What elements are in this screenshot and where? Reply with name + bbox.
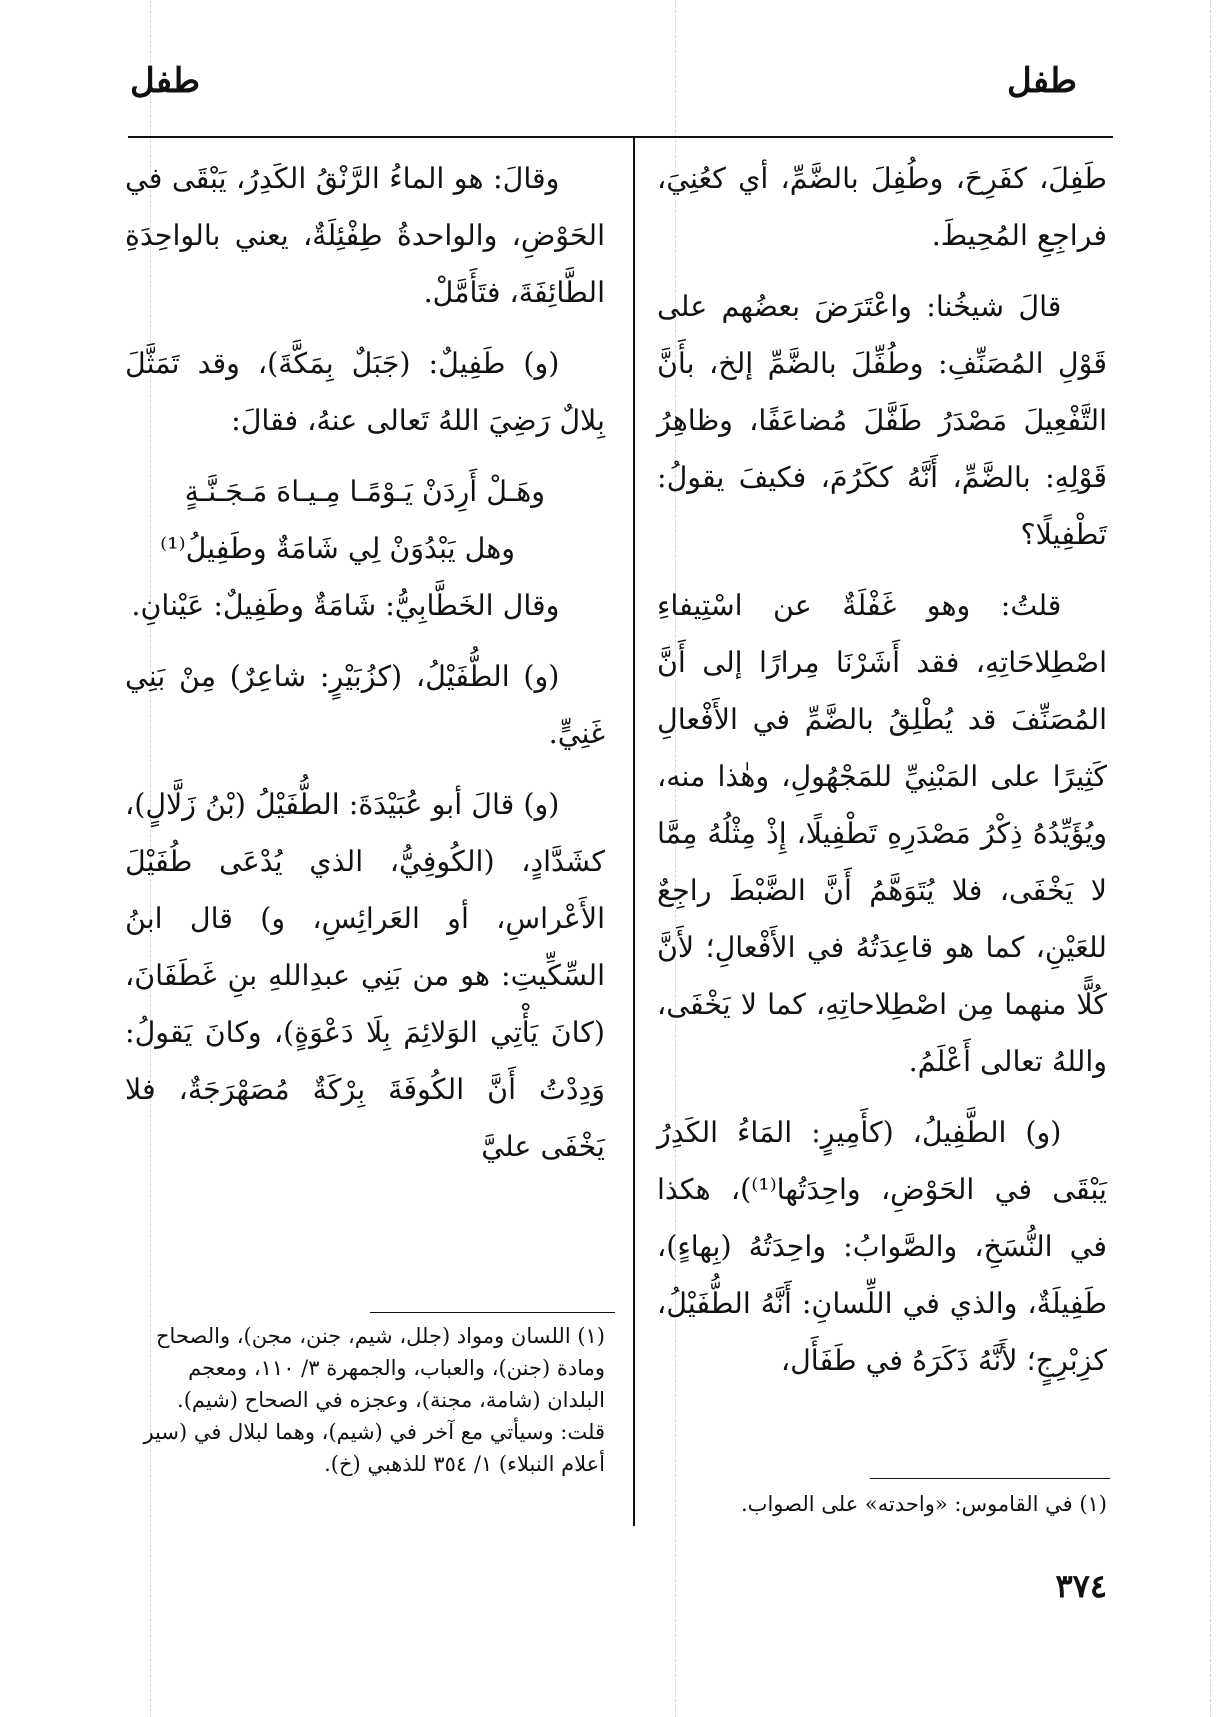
column-divider xyxy=(633,136,635,1526)
scan-guide-line xyxy=(1210,0,1211,1717)
verse-line: وهل يَبْدُوَنْ لِي شَامَةٌ وطَفِيلُ⁽¹⁾ xyxy=(160,532,515,565)
entry-paragraph: وقال الخَطَّابِيُّ: شَامَةٌ وطَفِيلٌ: عَيْنانِ. xyxy=(131,589,560,622)
entry-paragraph: وقالَ: هو الماءُ الرَّنْقُ الكَدِرُ، يَبْقَى في الحَوْضِ، والواحدةُ طِفْئِلَةٌ، يعني بالواحِدَةِ الطَّائِفَةَ، فتَأَمَّلْ. xyxy=(125,162,605,309)
footnote-rule xyxy=(870,1478,1110,1479)
entry-paragraph: (و) الطُّفَيْلُ، (كزُبَيْرٍ: شاعِرٌ) مِنْ بَنِي غَنِيٍّ. xyxy=(125,660,605,750)
entry-paragraph: طَفِلَ، كفَرِحَ، وطُفِلَ بالضَّمِّ، أي كعُنِيَ، فراجِعِ المُحِيطَ. xyxy=(657,162,1107,252)
running-head-left: طفل xyxy=(130,61,201,101)
header-rule xyxy=(128,136,1113,138)
footnote: (١) اللسان ومواد (جلل، شيم، جنن، مجن)، والصحاح ومادة (جنن)، والعباب، والجمهرة ٣/ ١١٠، ومعجم البلدان (شامة، مجنة)، وعجزه في الصحاح (شيم). قلت: وسيأتي مع آخر في (شيم)، وهما لبلال في (سير أعلام النبلاء) ١/ ٣٥٤ للذهبي (خ). xyxy=(143,1324,605,1476)
footnote-rule xyxy=(370,1312,615,1313)
verse-line: وهَـلْ أَرِدَنْ يَـوْمًـا مِـيـاهَ مَـجَـنَّـةٍ xyxy=(184,475,545,508)
right-column xyxy=(657,150,1107,1403)
left-column xyxy=(125,150,605,1189)
entry-paragraph: قلتُ: وهو غَفْلَةٌ عن اسْتِيفاءِ اصْطِلاحَاتِهِ، فقد أَشَرْنَا مِرارًا إلى أَنَّ المُصَنِّفَ قد يُطْلِقُ بالضَّمِّ في الأَفْعالِ كَثِيرًا على المَبْنِيِّ للمَجْهُولِ، وهٰذا منه، ويُؤَيِّدُهُ ذِكْرُ مَصْدَرِهِ تَطْفِيلًا، إِذْ مِثْلُهُ مِمَّا لا يَخْفَى، فلا يُتَوَهَّمُ أَنَّ الضَّبْطَ راجِعٌ للعَيْنِ، كما هو قاعِدَتُهُ في الأَفْعالِ؛ لأَنَّ كُلًّا منهما مِن اصْطِلاحاتِهِ، كما لا يَخْفَى، واللهُ تعالى أَعْلَمُ. xyxy=(657,589,1107,1078)
entry-paragraph: (و) طَفِيلٌ: (جَبَلٌ بِمَكَّةَ)، وقد تَمَثَّلَ بِلالٌ رَضِيَ اللهُ تَعالى عنهُ، فقالَ: xyxy=(125,347,605,437)
entry-paragraph: قالَ شيخُنا: واعْتَرَضَ بعضُهم على قَوْلِ المُصَنِّفِ: وطُفِّلَ بالضَّمِّ إلخ، بأَنَّ التَّفْعِيلَ مَصْدَرُ طَفَّلَ مُضاعَفًا، وظاهِرُ قَوْلِهِ: بالضَّمِّ، أَنَّهُ ككَرُمَ، فكيفَ يقولُ: تَطْفِيلًا؟ xyxy=(657,290,1107,551)
entry-paragraph: (و) الطَّفِيلُ، (كأَمِيرٍ: المَاءُ الكَدِرُ يَبْقَى في الحَوْضِ، واحِدَتُها⁽¹⁾)، هكذا في النُّسَخِ، والصَّوابُ: واحِدَتُهُ (بِهاءٍ)، طَفِيلَةٌ، والذي في اللِّسانِ: أَنَّهُ الطُّفَيْلُ، كزِبْرِجٍ؛ لأَنَّهُ ذَكَرَهُ في طَفَأَل، xyxy=(657,1116,1107,1377)
entry-paragraph: (و) قالَ أبو عُبَيْدَةَ: الطُّفَيْلُ (بْنُ زَلَّالٍ)، كشَدَّادٍ، (الكُوفِيُّ، الذي يُدْعَى طُفَيْلَ الأَعْراسِ، أو العَرائِسِ، و) قال ابنُ السِّكِّيتِ: هو من بَنِي عبدِاللهِ بنِ غَطَفَانَ، (كانَ يَأْتِي الوَلائِمَ بِلَا دَعْوَةٍ)، وكانَ يَقولُ: وَدِدْتُ أَنَّ الكُوفَةَ بِرْكَةٌ مُصَهْرَجَةٌ، فلا يَخْفَى عليَّ xyxy=(125,788,605,1163)
footnote: (١) في القاموس: «واحدته» على الصواب. xyxy=(741,1492,1107,1516)
running-head-right: طفل xyxy=(1006,61,1077,101)
page-number: ٣٧٤ xyxy=(1055,1567,1107,1605)
